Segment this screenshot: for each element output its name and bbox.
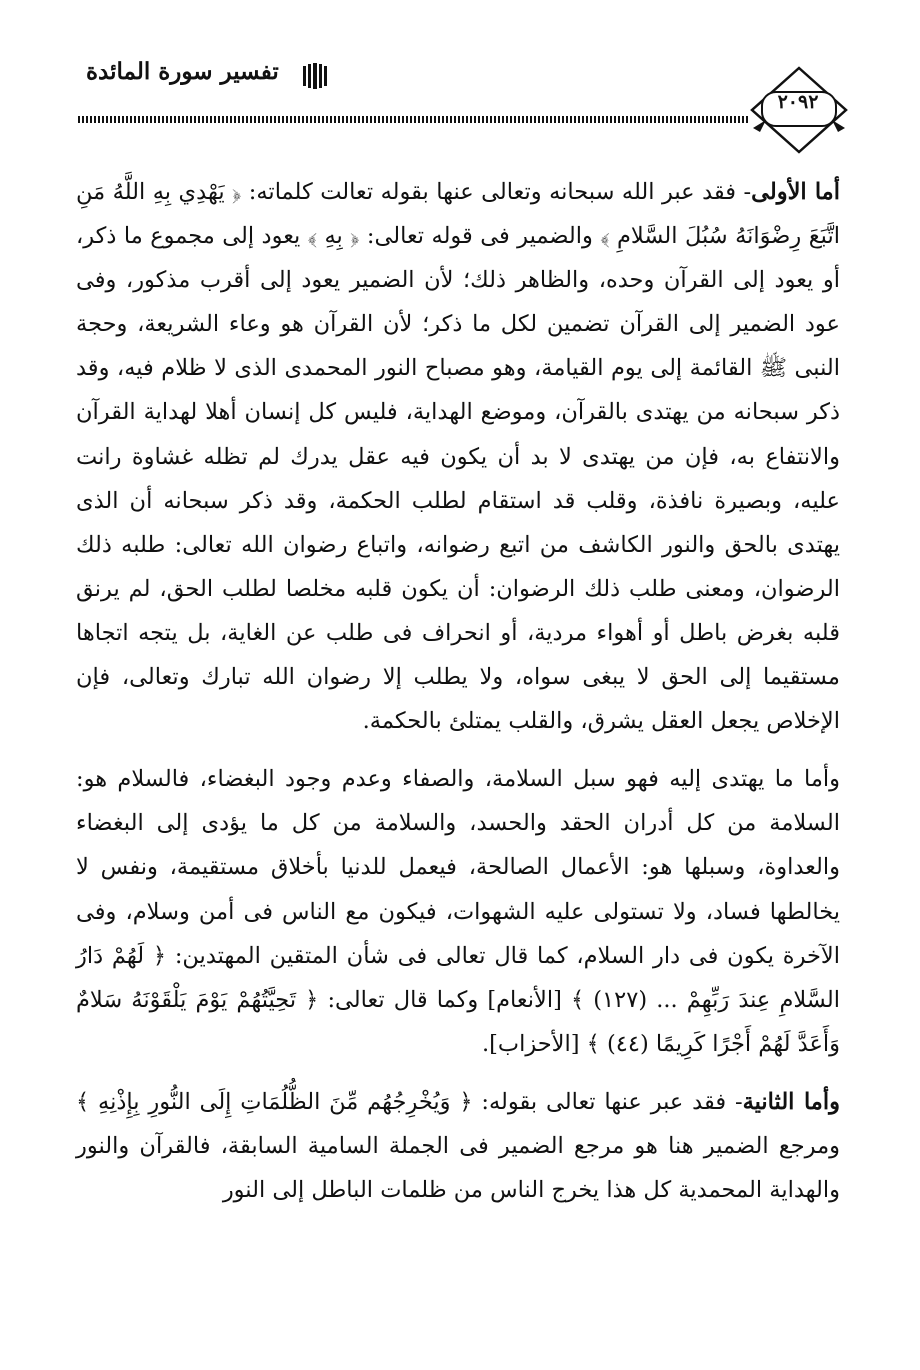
- paragraph-2: [76, 757, 840, 1066]
- running-header-title: تفسير سورة المائدة: [86, 58, 279, 85]
- body-text: [76, 170, 840, 1212]
- paragraph-lead: وأما الثانية: [742, 1088, 840, 1115]
- header-rule-divider: [78, 116, 750, 123]
- paragraph-text: - فقد عبر الله سبحانه وتعالى عنها بقوله تعالت كلماته: ﴿ يَهْدِي بِهِ اللَّهُ مَنِ اتَّبَعَ رِضْوَانَهُ سُبُلَ السَّلامِ ﴾ والضمير فى قوله تعالى: ﴿ بِهِ ﴾ يعود إلى مجموع ما ذكر، أو يعود إلى القرآن وحده، والظاهر ذلك؛ لأن الضمير يعود إلى أقرب مذكور، وفى عود الضمير إلى القرآن تضمين لكل ما ذكر؛ لأن القرآن هو وعاء الشريعة، وحجة النبى ﷺ القائمة إلى يوم القيامة، وهو مصباح النور المحمدى الذى لا ظلام فيه، وقد ذكر سبحانه من يهتدى بالقرآن، وموضع الهداية، فليس كل إنسان أهلا لهداية القرآن والانتفاع به، فإن من يهتدى لا بد أن يكون فيه عقل يدرك لم تظله غشاوة رانت عليه، وبصيرة نافذة، وقلب قد استقام لطلب الحكمة، وقد ذكر سبحانه أن الذى يهتدى بالحق والنور الكاشف من اتبع رضوانه، واتباع رضوان الله تعالى: طلبه ذلك الرضوان، ومعنى طلب ذلك الرضوان: أن يكون قلبه مخلصا لطلب الحق، لم يرنق قلبه بغرض باطل أو أهواء مردية، أو انحراف فى طلب عن الغاية، بل يتجه اتجاها مستقيما إلى الحق لا يبغى سواه، ولا يطلب إلا رضوان الله تبارك وتعالى، فإن الإخلاص يجعل العقل يشرق، والقلب يمتلئ بالحكمة.: [76, 179, 840, 735]
- paragraph-text: وأما ما يهتدى إليه فهو سبل السلامة، والصفاء وعدم وجود البغضاء، فالسلام هو: السلامة من كل أدران الحقد والحسد، والسلامة من كل ما يؤدى إلى البغضاء والعداوة، وسبلها هو: الأعمال الصالحة، فيعمل للدنيا بأخلاق مستقيمة، ونفس لا يخالطها فساد، ولا تستولى عليه الشهوات، فيكون مع الناس فى أمن وسلام، وفى الآخرة يكون فى دار السلام، كما قال تعالى فى شأن المتقين المهتدين: ﴿ لَهُمْ دَارُ السَّلامِ عِندَ رَبِّهِمْ ... (١٢٧) ﴾ [الأنعام] وكما قال تعالى: ﴿ تَحِيَّتُهُمْ يَوْمَ يَلْقَوْنَهُ سَلامٌ وَأَعَدَّ لَهُمْ أَجْرًا كَرِيمًا (٤٤) ﴾ [الأحزاب].: [76, 766, 840, 1057]
- paragraph-3: [76, 1080, 840, 1212]
- page-number: ٢٠٩٢: [777, 91, 819, 113]
- paragraph-lead: أما الأولى: [751, 179, 840, 205]
- paragraph-1: [76, 170, 840, 743]
- paragraph-text: - فقد عبر عنها تعالى بقوله: ﴿ وَيُخْرِجُهُم مِّنَ الظُّلُمَاتِ إِلَى النُّورِ بِإِذْنِهِ ﴾ ومرجع الضمير هنا هو مرجع الضمير فى الجملة السامية السابقة، فالقرآن والنور والهداية المحمدية كل هذا يخرج الناس من ظلمات الباطل إلى النور: [76, 1088, 840, 1204]
- header-ornament-icon: [300, 62, 330, 90]
